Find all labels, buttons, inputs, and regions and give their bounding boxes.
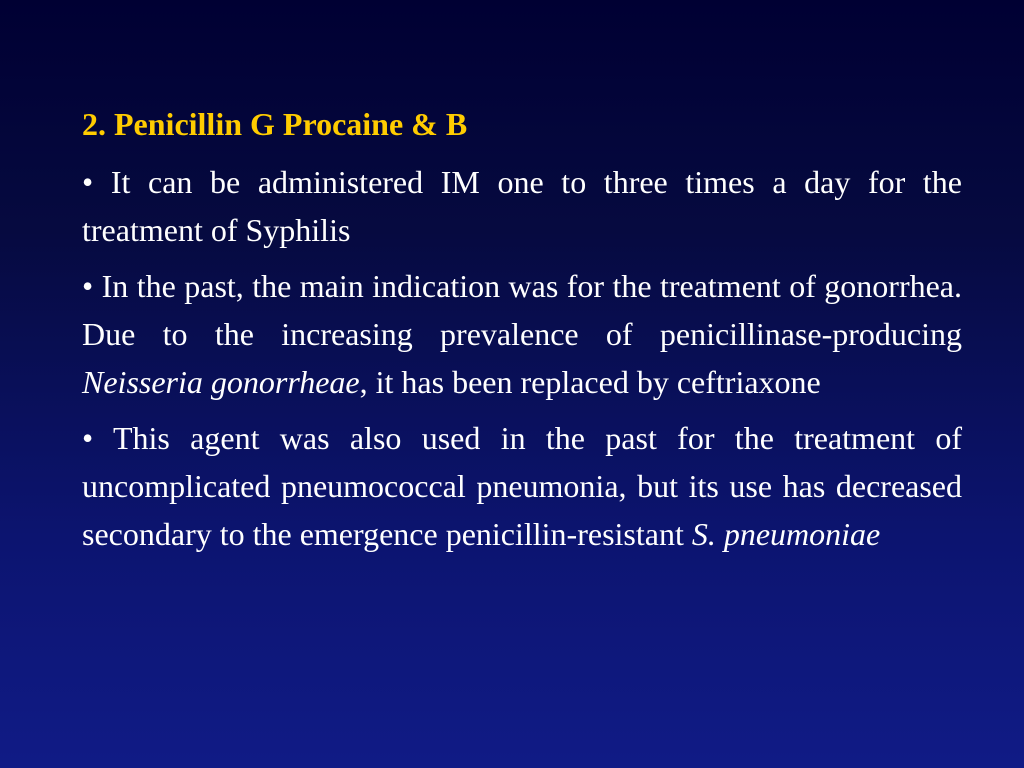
species-name-italic: S. pneumoniae <box>691 516 881 552</box>
bullet-text: This agent was also used in the past for the treatment of uncomplicated pneumococcal pneumonia, but its use has decreased secondary to the emergence penicillin-resistant <box>82 420 963 552</box>
bullet-item-1 <box>82 158 962 254</box>
bullet-text: In the past, the main indication was for the treatment of gonorrhea. Due to the increasing prevalence of penicillinase-producing <box>82 268 963 352</box>
bullet-marker: • <box>82 164 94 200</box>
species-name-italic: Neisseria gonorrheae <box>82 364 360 400</box>
bullet-text: It can be administered IM one to three times a day for the treatment of Syphilis <box>82 164 963 248</box>
bullet-text-tail: , it has been replaced by ceftriaxone <box>359 364 821 400</box>
slide-content <box>82 104 962 566</box>
bullet-marker: • <box>82 420 94 456</box>
bullet-item-3 <box>82 414 962 558</box>
slide-heading: 2. Penicillin G Procaine & B <box>82 106 468 142</box>
bullet-marker: • <box>82 268 94 304</box>
bullet-item-2 <box>82 262 962 406</box>
